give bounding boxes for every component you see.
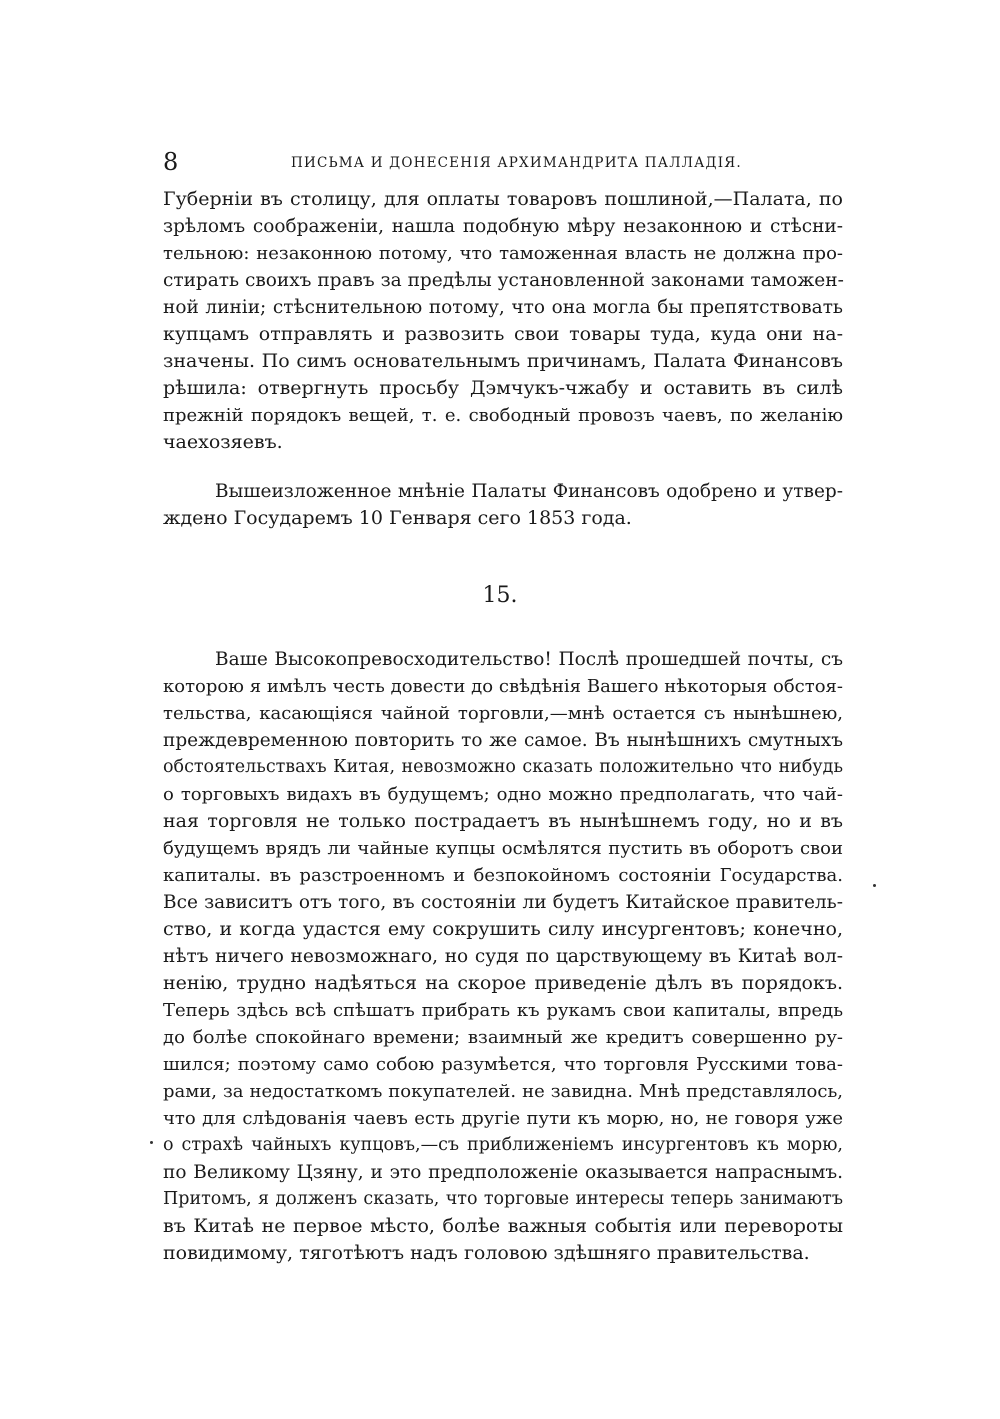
text-line: капиталы. въ разстроенномъ и безпокойномъ состояніи Государства. [163, 865, 843, 886]
text-line: Все зависитъ отъ того, въ состояніи ли будетъ Китайское правитель- [163, 892, 843, 913]
text-line: тельства, касающіяся чайной торговли,—мнѣ остается съ нынѣшнею, [163, 703, 843, 724]
text-line: тельною: незаконною потому, что таможенная власть не должна про- [163, 243, 843, 264]
text-line: Ваше Высокопревосходительство! Послѣ прошедшей почты, съ [215, 649, 843, 670]
paragraph-continuation [163, 186, 843, 456]
text-line: которою я имѣлъ честь довести до свѣдѣнія Вашего нѣкоторыя обстоя- [163, 676, 843, 697]
section-number: 15. [482, 583, 518, 608]
text-line: рами, за недостаткомъ покупателей. не завидна. Мнѣ представлялось, [163, 1081, 843, 1102]
page-number: 8 [163, 148, 179, 176]
text-line: ной линіи; стѣснительною потому, что она могла бы препятствовать [163, 297, 843, 318]
text-line: купцамъ отправлять и развозить свои товары туда, куда они на- [163, 323, 843, 345]
paragraph-approval [163, 478, 843, 532]
text-line: въ Китаѣ не первое мѣсто, болѣе важныя событія или перевороты [163, 1215, 843, 1237]
text-line: ство, и когда удастся ему сокрушить силу инсургентовъ; конечно, [163, 918, 843, 940]
text-line: прежній порядокъ вещей, т. е. свободный провозъ чаевъ, по желанію [163, 405, 843, 426]
text-line: Губерніи въ столицу, для оплаты товаровъ пошлиной,—Палата, по [163, 188, 843, 210]
paragraph-letter [163, 646, 843, 1267]
scan-speck [150, 1141, 153, 1144]
text-line: Теперь здѣсь всѣ спѣшатъ прибрать къ рукамъ свои капиталы, впредь [163, 1000, 843, 1021]
scan-speck [873, 884, 876, 887]
running-head-title: ПИСЬМА И ДОНЕСЕНІЯ АРХИМАНДРИТА ПАЛЛАДІЯ. [291, 155, 742, 171]
text-line: обстоятельствахъ Китая, невозможно сказать положительно что нибудь [163, 757, 843, 777]
text-line: о страхѣ чайныхъ купцовъ,—съ приближеніемъ инсургентовъ къ морю, [163, 1135, 843, 1155]
text-line: повидимому, тяготѣютъ надъ головою здѣшняго правительства. [163, 1242, 810, 1264]
text-line: о торговыхъ видахъ въ будущемъ; одно можно предполагать, что чай- [163, 784, 843, 805]
text-line: нѣтъ ничего невозможнаго, но судя по царствующему въ Китаѣ вол- [163, 946, 843, 967]
text-line: шился; поэтому само собою разумѣется, что торговля Русскими това- [163, 1054, 843, 1075]
text-line: будущемъ врядъ ли чайные купцы осмѣлятся пустить въ оборотъ свои [163, 838, 843, 859]
text-line: ненію, трудно надѣяться на скорое приведеніе дѣлъ въ порядокъ. [163, 972, 843, 994]
text-line: значены. По симъ основательнымъ причинамъ, Палата Финансовъ [163, 350, 843, 372]
text-line: преждевременною повторить то же самое. Въ нынѣшнихъ смутныхъ [163, 730, 843, 751]
text-line: рѣшила: отвергнуть просьбу Дэмчукъ-чжабу и оставить въ силѣ [163, 377, 843, 399]
text-line: что для слѣдованія чаевъ есть другіе пути къ морю, но, не говоря уже [163, 1108, 843, 1129]
text-line: ждено Государемъ 10 Генваря сего 1853 года. [163, 507, 632, 529]
text-line: стирать своихъ правъ за предѣлы установленной законами таможен- [163, 270, 844, 291]
text-line: чаехозяевъ. [163, 431, 283, 453]
text-line: Притомъ, я долженъ сказать, что торговые интересы теперь занимаютъ [163, 1189, 843, 1209]
running-head [163, 148, 843, 176]
text-line: ная торговля не только пострадаетъ въ нынѣшнемъ году, но и въ [163, 810, 843, 832]
text-line: по Великому Цзяну, и это предположеніе оказывается напраснымъ. [163, 1162, 843, 1183]
text-line: Вышеизложенное мнѣніе Палаты Финансовъ одобрено и утвер- [215, 481, 843, 502]
text-line: до болѣе спокойнаго времени; взаимный же кредитъ совершенно ру- [163, 1027, 843, 1048]
text-line: зрѣломъ соображеніи, нашла подобную мѣру незаконною и стѣсни- [163, 216, 843, 237]
